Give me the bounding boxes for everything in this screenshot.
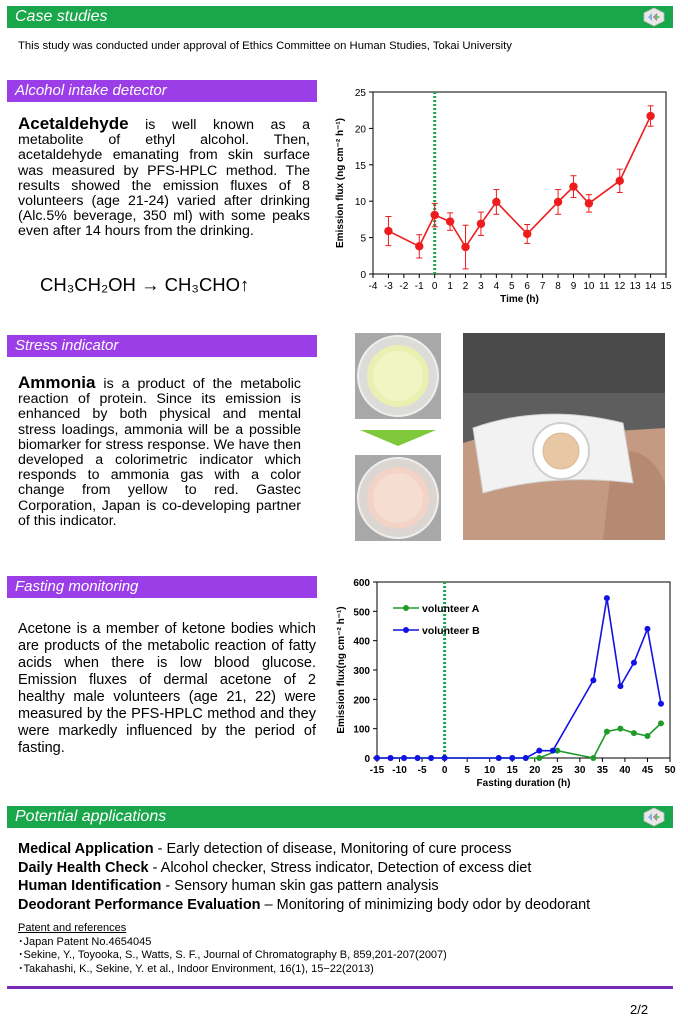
y-tick-label: 0 — [360, 270, 366, 281]
x-tick-label: 5 — [509, 281, 515, 292]
data-point — [631, 660, 637, 666]
y-tick-label: 20 — [354, 124, 366, 136]
data-point — [617, 683, 623, 689]
application-label: Deodorant Performance Evaluation — [18, 896, 261, 913]
data-point — [550, 748, 556, 754]
data-point — [536, 748, 542, 754]
x-tick-label: 10 — [583, 281, 595, 292]
x-tick-label: 7 — [539, 281, 546, 292]
application-item — [18, 877, 590, 896]
x-tick-label: -1 — [414, 281, 424, 292]
x-tick-label: 5 — [464, 765, 470, 776]
legend-label: volunteer A — [422, 603, 480, 615]
stress-heading-text: Stress indicator — [15, 337, 119, 354]
references-heading: Patent and references — [18, 922, 127, 934]
alcohol-heading-text: Alcohol intake detector — [15, 82, 167, 99]
x-axis-label: Fasting duration (h) — [476, 778, 571, 789]
application-item — [18, 840, 590, 859]
data-point — [658, 701, 664, 707]
legend-marker — [403, 605, 409, 611]
data-point — [415, 755, 421, 761]
y-tick-label: 15 — [354, 160, 366, 172]
data-point — [509, 755, 515, 761]
x-axis-label: Time (h) — [500, 294, 539, 305]
data-point — [461, 243, 469, 251]
application-label: Human Identification — [18, 878, 162, 894]
y-tick-label: 5 — [360, 233, 366, 245]
color-change-arrow-icon — [360, 430, 436, 446]
x-tick-label: 12 — [614, 281, 626, 292]
x-tick-label: 4 — [493, 281, 500, 292]
x-tick-label: 1 — [447, 281, 453, 292]
data-point — [496, 755, 502, 761]
x-tick-label: 15 — [660, 281, 672, 292]
x-tick-label: 10 — [484, 765, 496, 776]
logo-icon — [641, 807, 667, 827]
data-point — [604, 595, 610, 601]
data-point — [646, 112, 654, 120]
fasting-lead: Acetone — [18, 621, 72, 637]
fasting-heading — [7, 576, 317, 598]
data-point — [442, 755, 448, 761]
applications-title: Potential applications — [15, 808, 167, 825]
x-tick-label: 40 — [619, 765, 631, 776]
fasting-body: is a member of ketone bodies which are products of the metabolic reaction of fatty acids when there is low blood glucose. Emission fluxes of dermal acetone of 2 healthy male volunteers (age 21, 22) were measured by the PFS-HPLC method and they were markedly influenced by the period of fasting. — [18, 621, 316, 756]
bottom-divider — [7, 986, 673, 989]
data-point — [536, 755, 542, 761]
x-tick-label: -2 — [399, 281, 409, 292]
data-point — [384, 227, 392, 235]
data-point — [658, 720, 664, 726]
data-point — [569, 182, 577, 190]
alcohol-heading — [7, 80, 317, 102]
data-point — [616, 177, 624, 185]
stress-paragraph — [18, 375, 301, 529]
indicator-yellow-photo — [355, 333, 441, 419]
fasting-paragraph — [18, 621, 316, 757]
plot-frame — [377, 582, 670, 758]
data-point — [477, 220, 485, 228]
x-tick-label: 2 — [462, 281, 469, 292]
stress-heading — [7, 335, 317, 357]
data-point — [523, 755, 529, 761]
data-point — [644, 626, 650, 632]
x-tick-label: -5 — [417, 765, 427, 776]
data-point — [644, 733, 650, 739]
data-point — [388, 755, 394, 761]
y-tick-label: 500 — [353, 607, 370, 619]
x-tick-label: 0 — [441, 765, 448, 776]
x-tick-label: 0 — [431, 281, 438, 292]
x-tick-label: -3 — [383, 281, 393, 292]
x-tick-label: 30 — [574, 765, 586, 776]
x-tick-label: -4 — [368, 281, 378, 292]
data-point — [428, 755, 434, 761]
y-tick-label: 0 — [364, 754, 370, 765]
x-tick-label: -10 — [392, 765, 407, 776]
page-number: 2/2 — [630, 1002, 649, 1017]
application-text: - Early detection of disease, Monitoring of cure process — [153, 841, 512, 857]
x-tick-label: 8 — [555, 281, 561, 292]
legend-marker — [403, 627, 409, 633]
x-tick-label: 9 — [570, 281, 577, 292]
data-point — [617, 726, 623, 732]
acetone-chart — [334, 572, 680, 798]
data-point — [415, 242, 423, 250]
y-tick-label: 300 — [353, 666, 370, 677]
y-axis-label: Emission flux (ng cm⁻² h⁻¹) — [335, 117, 346, 249]
application-item — [18, 859, 590, 878]
x-tick-label: 50 — [664, 765, 676, 776]
application-label: Medical Application — [18, 841, 154, 857]
alcohol-lead: Acetaldehyde — [18, 114, 129, 133]
data-point — [523, 230, 531, 238]
y-tick-label: 25 — [354, 88, 366, 99]
alcohol-equation: CH₃CH₂OH → CH₃CHO↑ — [40, 274, 250, 295]
ethics-statement: This study was conducted under approval of Ethics Committee on Human Studies, Tokai University — [18, 40, 512, 52]
data-point — [401, 755, 407, 761]
stress-lead: Ammonia — [18, 373, 96, 392]
acetaldehyde-chart — [328, 82, 678, 314]
x-tick-label: 13 — [629, 281, 641, 292]
data-point — [446, 217, 454, 225]
application-item — [18, 896, 590, 915]
x-tick-label: 35 — [596, 765, 608, 776]
x-tick-label: -15 — [369, 765, 385, 776]
y-tick-label: 200 — [353, 695, 370, 707]
application-text: - Alcohol checker, Stress indicator, Detection of excess diet — [148, 859, 532, 876]
application-label: Daily Health Check — [18, 859, 149, 876]
x-tick-label: 3 — [478, 281, 484, 292]
application-text: - Sensory human skin gas pattern analysis — [161, 878, 439, 894]
x-tick-label: 20 — [529, 765, 541, 776]
case-studies-header — [7, 6, 673, 28]
alcohol-body: is well known as a metabolite of ethyl alcohol. Then, acetaldehyde emanating from skin surface was measured by PFS-HPLC method. The results showed the emission fluxes of 8 volunteers (age 21-24) varied after drinking (Alc.5% beverage, 350 ml) with some peaks even after 14 hours from the drinking. — [18, 117, 310, 240]
application-text: – Monitoring of minimizing body odor by deodorant — [260, 896, 591, 913]
y-tick-label: 100 — [353, 724, 370, 736]
reference-item: ･Japan Patent No.4654045 — [18, 935, 152, 948]
data-point — [374, 755, 380, 761]
applications-list — [18, 840, 590, 914]
y-tick-label: 400 — [353, 636, 370, 648]
applications-header — [7, 806, 673, 828]
stress-body: is a product of the metabolic reaction of protein. Since its emission is enhanced by both physical and mental stress loadings, ammonia will be a possible biomarker for stress response. We have then developed a colorimetric indicator which responds to ammonia gas with a color change from yellow to red. Gastec Corporation, Japan is co-developing partner of this indicator. — [18, 376, 301, 529]
x-tick-label: 11 — [599, 281, 610, 292]
data-point — [604, 729, 610, 735]
y-tick-label: 10 — [354, 197, 366, 209]
series-line — [388, 116, 650, 247]
y-tick-label: 600 — [353, 578, 370, 589]
data-point — [430, 211, 438, 219]
fasting-heading-text: Fasting monitoring — [15, 578, 139, 595]
data-point — [492, 198, 500, 206]
reference-item: ･Takahashi, K., Sekine, Y. et al., Indoor Environment, 16(1), 15−22(2013) — [18, 962, 374, 975]
data-point — [585, 199, 593, 207]
x-tick-label: 25 — [551, 765, 563, 776]
data-point — [554, 198, 562, 206]
x-tick-label: 14 — [645, 281, 657, 292]
alcohol-paragraph — [18, 116, 310, 240]
indicator-red-photo — [355, 455, 441, 541]
references — [18, 922, 447, 976]
x-tick-label: 6 — [524, 281, 530, 292]
logo-icon — [641, 7, 667, 27]
series-line — [377, 598, 661, 758]
x-tick-label: 15 — [506, 765, 518, 776]
data-point — [590, 677, 596, 683]
reference-item: ･Sekine, Y., Toyooka, S., Watts, S. F., Journal of Chromatography B, 859,201-207(2007) — [18, 949, 447, 961]
section-title: Case studies — [15, 8, 108, 25]
legend-label: volunteer B — [422, 625, 480, 637]
y-axis-label: Emission flux(ng cm⁻² h⁻¹) — [336, 606, 347, 734]
x-tick-label: 45 — [641, 765, 654, 776]
data-point — [631, 730, 637, 736]
wrist-indicator-photo — [463, 333, 665, 540]
data-point — [590, 755, 596, 761]
